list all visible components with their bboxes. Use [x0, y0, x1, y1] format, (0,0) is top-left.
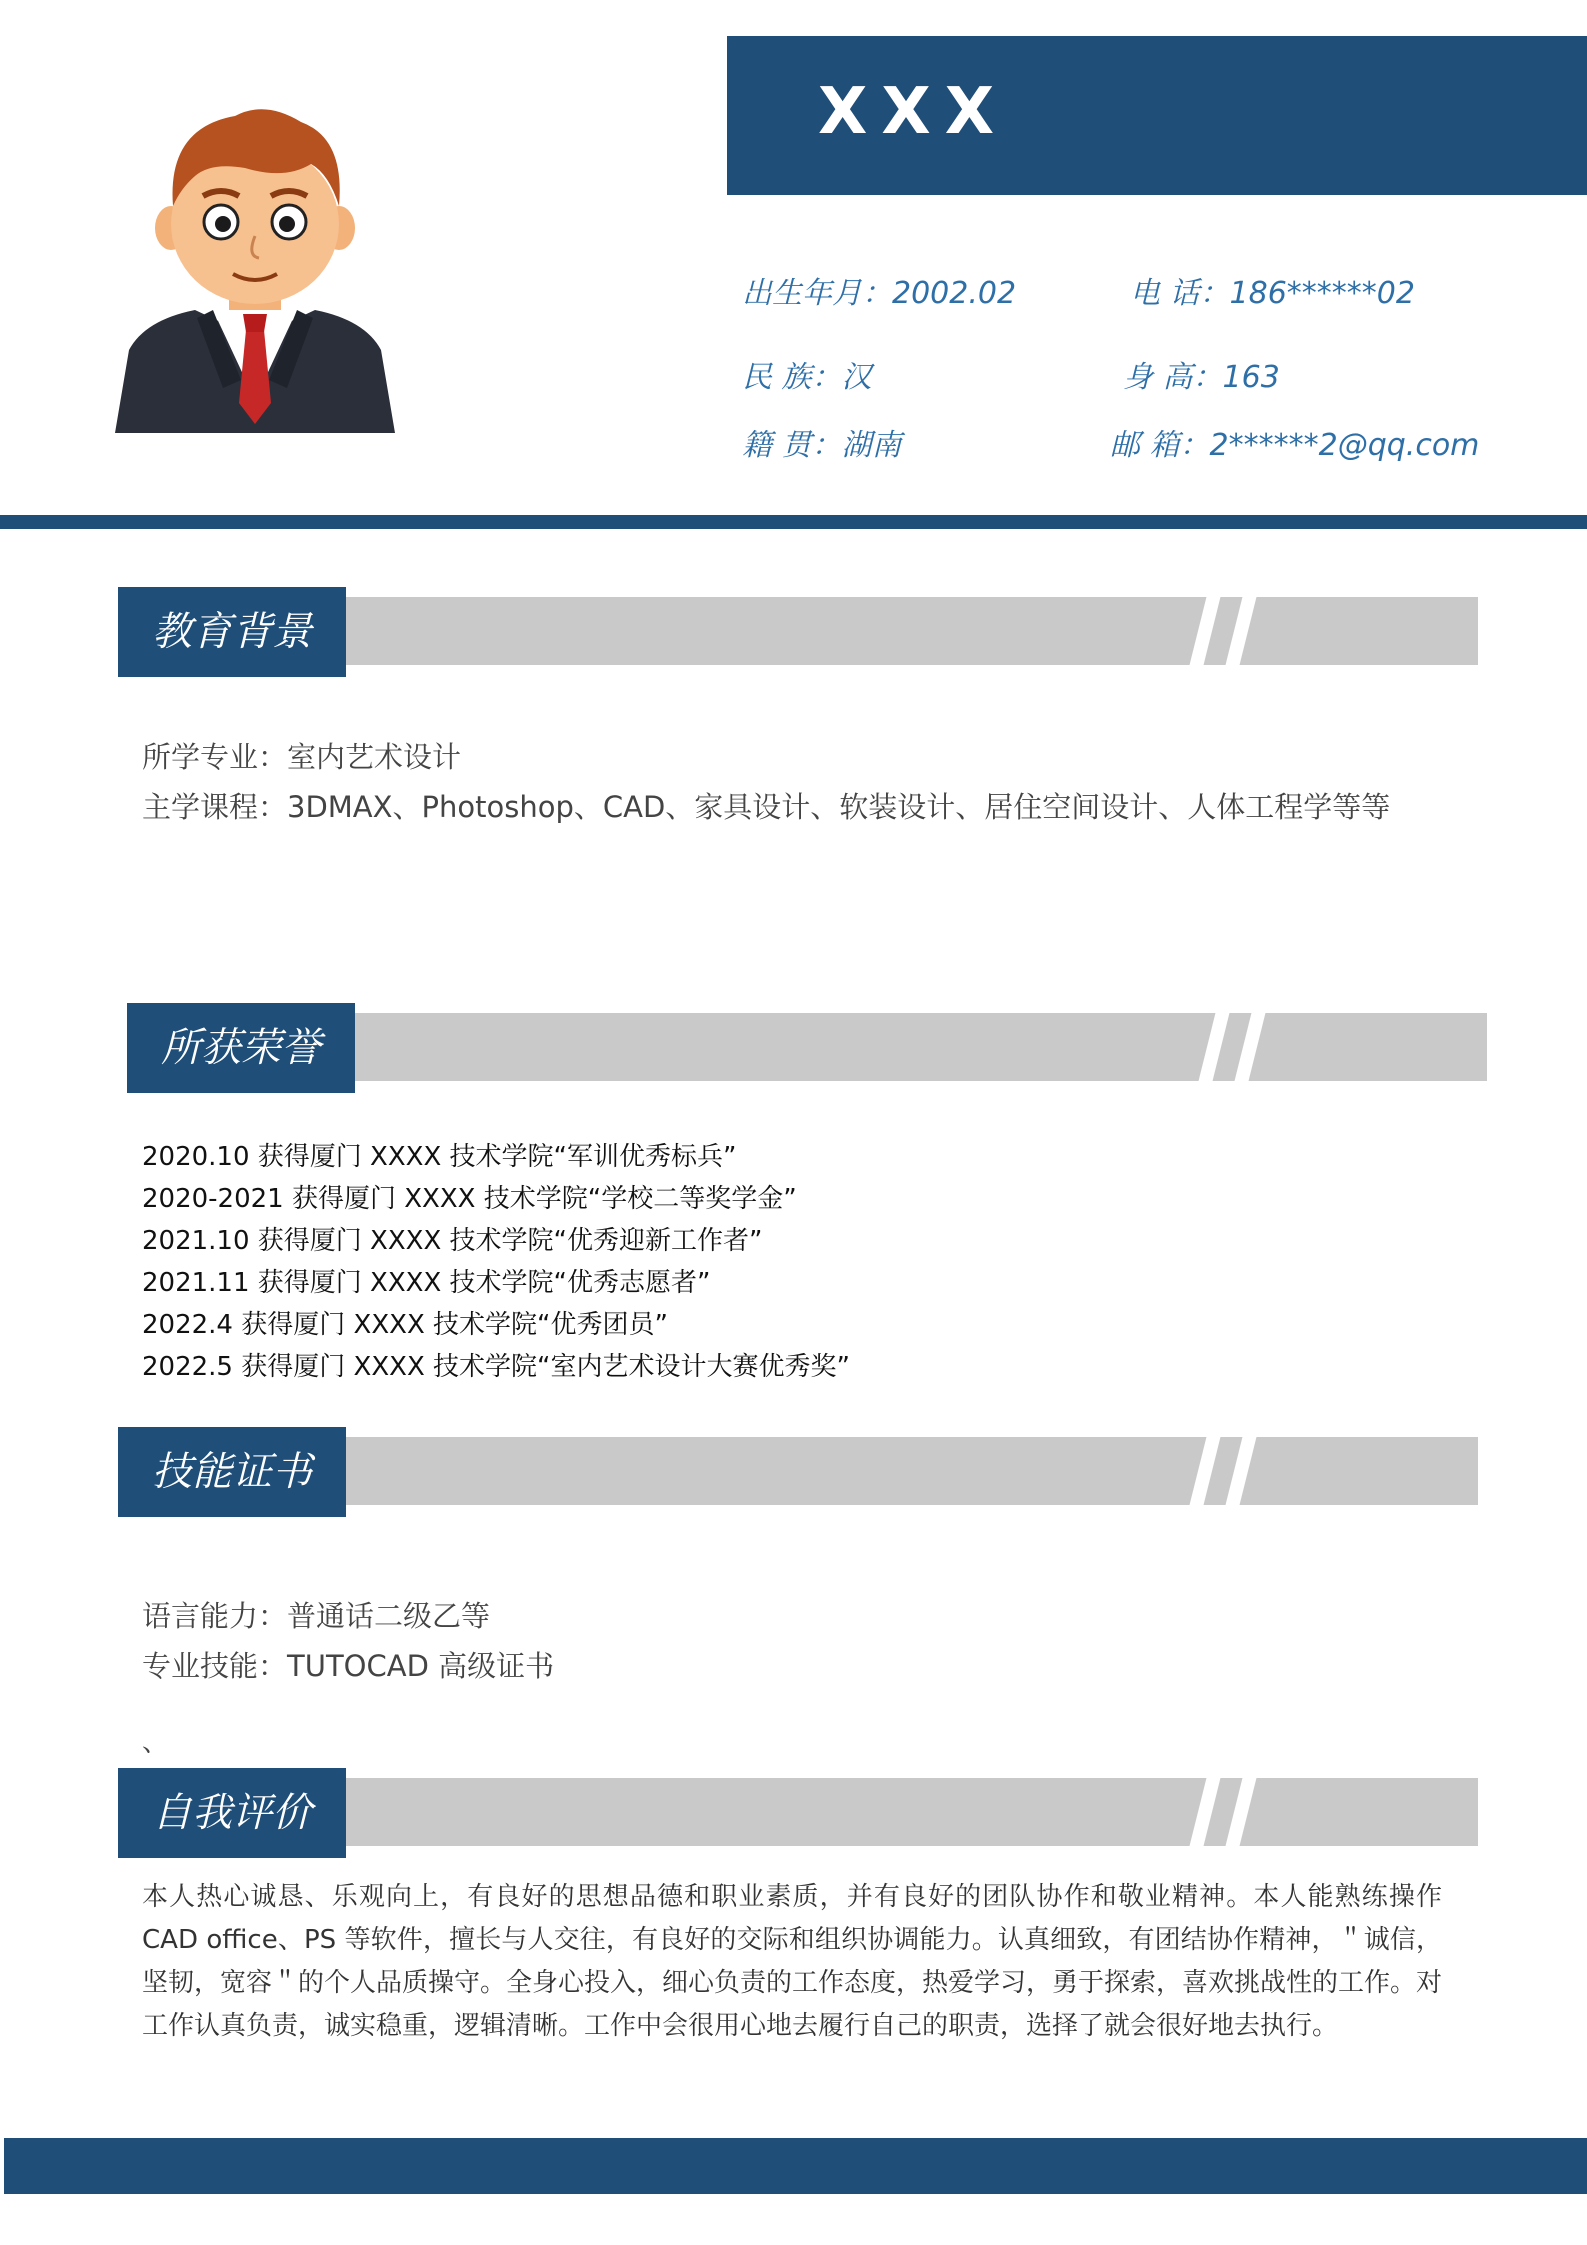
info-height: 身 高：163: [1123, 360, 1280, 395]
honor-item: 2022.4 获得厦门 XXXX 技术学院“优秀团员”: [142, 1310, 668, 1340]
section-bar: [355, 1013, 1487, 1081]
honor-item: 2021.11 获得厦门 XXXX 技术学院“优秀志愿者”: [142, 1268, 711, 1298]
info-birth-date: 出生年月：2002.02: [742, 276, 1017, 311]
education-courses: 主学课程：3DMAX、Photoshop、CAD、家具设计、软装设计、居住空间设计、人体工程学等等: [142, 790, 1391, 824]
info-ethnicity: 民 族：汉: [742, 360, 872, 395]
honor-item: 2020.10 获得厦门 XXXX 技术学院“军训优秀标兵”: [142, 1142, 737, 1172]
stray-mark: 、: [142, 1728, 169, 1758]
education-major: 所学专业：室内艺术设计: [142, 740, 462, 774]
skills-content: [142, 1591, 554, 1691]
header-divider: [0, 515, 1587, 529]
section-title: 技能证书: [118, 1427, 346, 1517]
skill-language: 语言能力：普通话二级乙等: [142, 1599, 491, 1633]
section-title: 教育背景: [118, 587, 346, 677]
section-title: 所获荣誉: [127, 1003, 355, 1093]
section-bar: [346, 1437, 1478, 1505]
self-evaluation-text: 本人热心诚恳、乐观向上，有良好的思想品德和职业素质，并有良好的团队协作和敬业精神。本人能熟练操作 CAD office、PS 等软件，擅长与人交往，有良好的交际和组织协调能力。认真细致，有团结协作精神，＂诚信，坚韧，宽容＂的个人品质操守。全身心投入，细心负责的工作态度，热爱学习，勇于探索，喜欢挑战性的工作。对工作认真负责，诚实稳重，逻辑清晰。工作中会很用心地去履行自己的职责，选择了就会很好地去执行。: [142, 1882, 1443, 2041]
skill-professional: 专业技能：TUTOCAD 高级证书: [142, 1649, 555, 1683]
candidate-name: XXX: [818, 75, 1009, 149]
honor-item: 2020-2021 获得厦门 XXXX 技术学院“学校二等奖学金”: [142, 1184, 797, 1214]
avatar-illustration: [115, 88, 395, 433]
section-title: 自我评价: [118, 1768, 346, 1858]
info-email: 邮 箱：2******2@qq.com: [1110, 428, 1480, 463]
section-bar: [346, 1778, 1478, 1846]
section-bar: [346, 597, 1478, 665]
info-phone: 电 话：186******02: [1130, 276, 1415, 311]
tie-knot: [243, 314, 267, 332]
honor-item: 2021.10 获得厦门 XXXX 技术学院“优秀迎新工作者”: [142, 1226, 763, 1256]
honors-list: [142, 1136, 850, 1388]
honor-item: 2022.5 获得厦门 XXXX 技术学院“室内艺术设计大赛优秀奖”: [142, 1352, 850, 1382]
info-native-place: 籍 贯：湖南: [742, 428, 902, 463]
footer-band: [4, 2138, 1587, 2194]
education-content: [142, 732, 1390, 832]
